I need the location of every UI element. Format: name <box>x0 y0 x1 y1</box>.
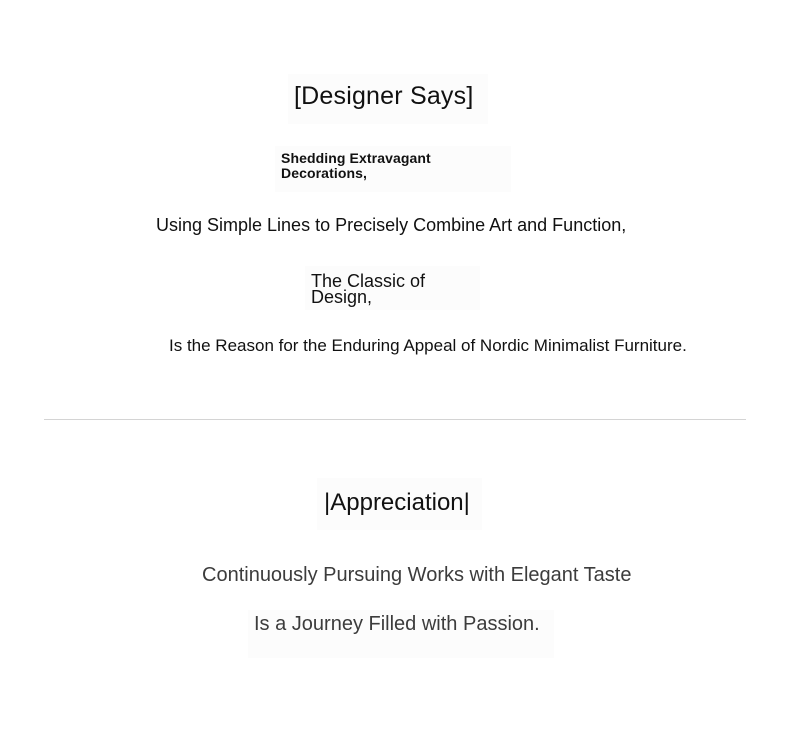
designer-says-heading-text: [Designer Says] <box>294 82 474 110</box>
appreciation-line-1 <box>196 556 666 594</box>
designer-quote-line-2-text: Using Simple Lines to Precisely Combine Art and Function, <box>156 215 627 235</box>
designer-quote-line-3-text: The Classic of Design, <box>311 271 426 307</box>
appreciation-heading-text: |Appreciation| <box>324 489 470 516</box>
designer-quote-line-1 <box>275 146 511 192</box>
designer-quote-line-4-text: Is the Reason for the Enduring Appeal of Nordic Minimalist Furniture. <box>169 336 687 355</box>
designer-quote-line-1-text: Shedding Extravagant Decorations, <box>281 150 431 181</box>
designer-quote-line-3 <box>305 266 480 310</box>
appreciation-line-2-text: Is a Journey Filled with Passion. <box>254 613 540 635</box>
appreciation-line-2 <box>248 610 554 658</box>
designer-quote-line-4 <box>160 333 700 363</box>
designer-quote-line-2 <box>145 208 645 246</box>
appreciation-heading <box>317 478 482 530</box>
section-divider <box>44 419 746 420</box>
designer-says-heading <box>288 74 488 124</box>
appreciation-line-1-text: Continuously Pursuing Works with Elegant Taste <box>202 564 632 586</box>
